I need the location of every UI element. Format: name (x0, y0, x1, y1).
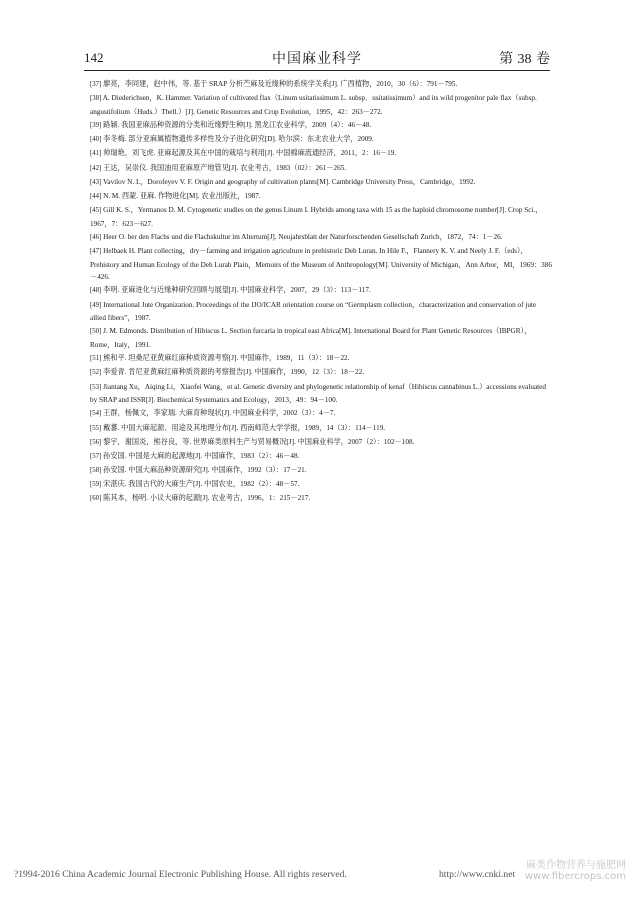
page-header (84, 44, 550, 70)
page-number: 142 (84, 50, 104, 65)
reference-number: [57] (90, 452, 102, 460)
reference-item (90, 407, 552, 421)
reference-text: Vavilov N. I.，Dorofeyev V. F. Origin and geography of cultivation plants[M]. Cambridge University Press，Cambridge，1992. (103, 177, 476, 186)
reference-item (90, 325, 552, 351)
reference-item (90, 162, 552, 176)
volume-number: 38 (517, 52, 532, 67)
reference-item (90, 284, 552, 298)
reference-number: [44] (90, 192, 102, 200)
reference-item (90, 133, 552, 147)
reference-text: Gill K. S.，Yermanos D. M. Cytogenetic studies on the genus Linum I. Hybrids among taxa with 15 as the haploid chromosome number[J]. Crop Sci.，1967，7：623－627. (90, 206, 543, 228)
reference-text: 廖亮，李同建，赵中伟，等. 基于 SRAP 分析苎麻及近缘种的系统学关系[J]. 广西植物，2010，30（6）：791－795. (103, 80, 458, 88)
header-rule (84, 70, 550, 71)
reference-text: 路颖. 我国亚麻品种资源的分类和近缘野生种[J]. 黑龙江农业科学，2009（4）：46－48. (103, 120, 372, 129)
volume-suffix: 卷 (536, 51, 550, 67)
reference-item (90, 78, 552, 92)
reference-item (90, 204, 552, 230)
reference-number: [58] (90, 467, 102, 475)
reference-text: Heer O. ber den Flachs und die Flachskultur im Altertum[J]. Neujahrsblatt der Naturforschenden Gesellschaft Zurich，1872，74：1－26. (103, 232, 503, 241)
reference-text: 孙安国. 中国大麻品种资源研究[J]. 中国麻作，1992（3）：17－21. (103, 466, 307, 475)
reference-text: 陈其本，杨明. 小议大麻的起源[J]. 农业考古，1996，1：215－217. (103, 494, 311, 503)
reference-number: [41] (90, 150, 102, 158)
reference-item (90, 147, 552, 161)
reference-text: J. M. Edmonds. Distribution of Hibiscus L. Section furcaria in tropical east Africa[M]. International Board for Plant Genetic Resources（IBPGR），Rome，Italy，1991. (90, 327, 532, 349)
reference-text: N. M. 西蒙. 亚麻. 作物进化[M]. 农业出版社，1987. (103, 191, 261, 200)
reference-number: [53] (90, 383, 102, 391)
reference-list (90, 78, 552, 507)
reference-number: [51] (90, 355, 102, 363)
reference-number: [60] (90, 495, 102, 503)
reference-text: 李爱青. 肯尼亚黄麻红麻种质资源的考察报告[J]. 中国麻作，1990，12（3）：18－22. (103, 368, 365, 377)
reference-item (90, 231, 552, 245)
reference-text: 李明. 亚麻进化与近缘种研究回顾与展望[J]. 中国麻业科学，2007，29（3）：113－117. (103, 286, 371, 295)
reference-item (90, 450, 552, 464)
reference-number: [42] (90, 164, 102, 172)
reference-item (90, 381, 552, 407)
reference-text: 熊和平. 坦桑尼亚黄麻红麻种质资源考察[J]. 中国麻作，1989，11（3）：18－22. (103, 354, 350, 363)
reference-text: 王达，吴崇仪. 我国油用亚麻原产地管见[J]. 农业考古，1983（02）：261－265. (103, 163, 347, 172)
reference-text: Jiantang Xu，Aiqing Li，Xiaofei Wang，et al. Genetic diversity and phylogenetic relationship of kenaf（Hibiscus cannabinus L.）accessions evaluated by SRAP and ISSR[J]. Biochemical Systematics and Ecology，2013，49：94－100. (90, 382, 546, 405)
reference-item (90, 190, 552, 204)
reference-item (90, 245, 552, 284)
reference-text: Helbaek H. Plant collecting，dry－farming and irrigation agriculture in prehistoric Deh Luran. In Hile F.，Flannery K. V. and Neely J. F.（eds），Prehistory and Human Ecology of the Deh Lurah Plain，Memoirs of the Museum of Anthropology[M]. University of Michigan，Ann Arbor，MI，1969：386－426. (90, 247, 552, 282)
reference-number: [49] (90, 301, 102, 309)
reference-number: [55] (90, 424, 102, 432)
reference-text: 王群，杨佩文，李家瑞. 大麻育种现状[J]. 中国麻业科学，2002（3）：4－7. (103, 409, 336, 418)
footer-url[interactable]: http://www.cnki.net (439, 869, 516, 880)
reference-number: [39] (90, 121, 102, 129)
reference-number: [45] (90, 207, 102, 215)
reference-item (90, 176, 552, 190)
volume-prefix: 第 (499, 51, 514, 67)
watermark (525, 860, 626, 882)
reference-number: [47] (90, 248, 102, 256)
reference-text: 戴蕃. 中国大麻起源、用途及其地理分布[J]. 西南师范大学学报，1989，14（3）：114－119. (103, 423, 386, 432)
reference-text: International Jute Organization. Proceedings of the IJO/ICAR orientation course on “Germplasm collection，characterization and conservation of jute allied fibers”，1987. (90, 300, 537, 323)
copyright-notice: ?1994-2016 China Academic Journal Electronic Publishing House. All rights reserved. (14, 869, 347, 880)
reference-text: A. Diederichsen，K. Hammer. Variation of cultivated flax（Linum usitatissimum L. subsp．usitatissimum）and its wild progenitor pale flax（subsp. angustifolium（Huds.）Thell.）[J]. Genetic Resources and Crop Evolution，1995，42：263－272. (90, 94, 537, 116)
reference-number: [50] (90, 328, 102, 336)
reference-number: [43] (90, 178, 102, 186)
journal-title: 中国麻业科学 (272, 51, 362, 67)
reference-number: [38] (90, 95, 102, 103)
reference-text: 黎宇，谢国炎，熊谷良，等. 世界麻类原料生产与贸易概况[J]. 中国麻业科学，2007（2）：102－108. (103, 437, 415, 446)
watermark-line-1: 麻类作物营养与施肥网 (526, 860, 626, 871)
reference-number: [40] (90, 136, 102, 144)
reference-number: [56] (90, 438, 102, 446)
reference-item (90, 299, 552, 325)
reference-item (90, 436, 552, 450)
reference-number: [48] (90, 287, 102, 295)
reference-number: [37] (90, 81, 102, 88)
reference-text: 李冬梅. 部分亚麻属植物遗传多样性及分子进化研究[D]. 哈尔滨：东北农业大学，2009. (103, 135, 374, 144)
reference-number: [46] (90, 233, 102, 241)
reference-number: [52] (90, 369, 102, 377)
reference-item (90, 352, 552, 366)
reference-text: 孙安国. 中国是大麻的起源地[J]. 中国麻作，1983（2）：46－48. (103, 451, 300, 460)
reference-item (90, 478, 552, 492)
reference-number: [59] (90, 481, 102, 489)
volume-label (499, 48, 550, 68)
reference-text: 宋湛庆. 我国古代的大麻生产[J]. 中国农史，1982（2）：48－57. (103, 480, 300, 489)
reference-text: 帅瑞艳，刘飞虎. 亚麻起源及其在中国的栽培与利用[J]. 中国棉麻流通经济，2011，2：16－19. (103, 149, 397, 158)
reference-item (90, 464, 552, 478)
reference-item (90, 366, 552, 380)
reference-item (90, 119, 552, 133)
reference-item (90, 492, 552, 506)
reference-item (90, 422, 552, 436)
reference-number: [54] (90, 410, 102, 418)
watermark-line-2: www.fibercrops.com (524, 871, 626, 882)
reference-item (90, 92, 552, 118)
